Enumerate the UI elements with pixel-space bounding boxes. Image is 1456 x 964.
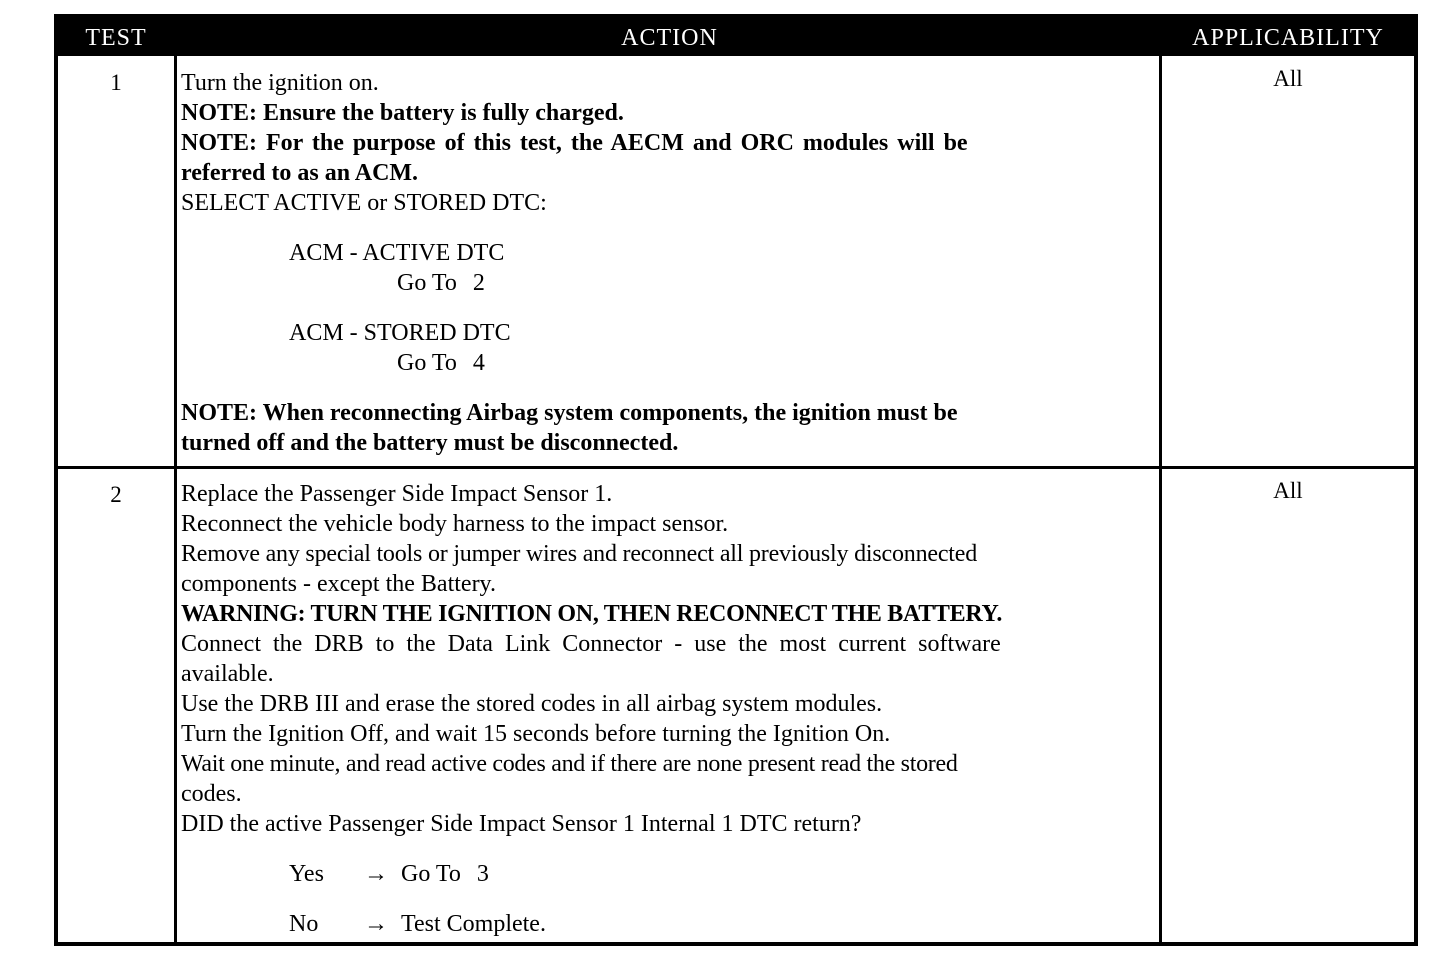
- action-text: codes.: [181, 781, 242, 807]
- goto-number: 4: [472, 350, 485, 376]
- goto-row: [181, 268, 1157, 298]
- action-text: Turn the Ignition Off, and wait 15 seconds before turning the Ignition On.: [181, 721, 891, 747]
- answer-yes: [181, 859, 1157, 889]
- action-cell-1: [181, 68, 1157, 458]
- applicability-1: All: [1273, 66, 1303, 91]
- option-active-dtc: ACM - ACTIVE DTC: [289, 240, 505, 266]
- goto-number: 3: [476, 861, 489, 887]
- note-acm-a: NOTE: For the purpose of this test, the AECM and ORC modules will be: [181, 130, 968, 156]
- action-cell-2: [181, 479, 1157, 939]
- header-test: TEST: [85, 25, 147, 51]
- action-text: Use the DRB III and erase the stored codes in all airbag system modules.: [181, 691, 883, 717]
- goto-label: Go To: [397, 350, 457, 376]
- action-text: Reconnect the vehicle body harness to the impact sensor.: [181, 511, 729, 537]
- action-text: Connect the DRB to the Data Link Connector - use the most current software: [181, 631, 1001, 657]
- answer-no: [181, 909, 1157, 939]
- arrow-right-icon: →: [364, 911, 388, 937]
- warning-text: WARNING: TURN THE IGNITION ON, THEN RECONNECT THE BATTERY.: [181, 601, 1003, 627]
- test-number-2: 2: [110, 482, 122, 507]
- header-applicability: APPLICABILITY: [1192, 25, 1384, 51]
- note-battery: NOTE: Ensure the battery is fully charged.: [181, 100, 624, 126]
- action-text: Replace the Passenger Side Impact Sensor 1.: [181, 481, 613, 507]
- diagnostic-table: [54, 14, 1418, 946]
- goto-number: 2: [472, 270, 485, 296]
- action-text: Wait one minute, and read active codes and if there are none present read the stored: [181, 751, 958, 777]
- row-divider: [58, 466, 1414, 469]
- note-reconnect-b: turned off and the battery must be disconnected.: [181, 430, 679, 456]
- header-action: ACTION: [621, 25, 718, 51]
- goto-label: Go To: [397, 270, 457, 296]
- applicability-2: All: [1273, 478, 1303, 503]
- goto-row: [181, 348, 1157, 378]
- arrow-right-icon: →: [364, 861, 388, 887]
- goto-label: Go To: [401, 861, 461, 887]
- column-divider-test: [174, 56, 177, 942]
- note-reconnect-a: NOTE: When reconnecting Airbag system components, the ignition must be: [181, 400, 958, 426]
- result-text: Test Complete.: [401, 911, 546, 937]
- note-acm-b: referred to as an ACM.: [181, 160, 419, 186]
- question-text: DID the active Passenger Side Impact Sensor 1 Internal 1 DTC return?: [181, 811, 862, 837]
- action-text: Turn the ignition on.: [181, 70, 379, 96]
- action-text: available.: [181, 661, 274, 687]
- test-number-1: 1: [110, 70, 122, 95]
- option-stored-dtc: ACM - STORED DTC: [289, 320, 511, 346]
- action-text: components - except the Battery.: [181, 571, 496, 597]
- answer-yes-label: Yes: [289, 861, 324, 887]
- action-text: Remove any special tools or jumper wires and reconnect all previously disconnected: [181, 541, 978, 567]
- table-header: [58, 18, 1414, 56]
- select-prompt: SELECT ACTIVE or STORED DTC:: [181, 190, 547, 216]
- answer-no-label: No: [289, 911, 319, 937]
